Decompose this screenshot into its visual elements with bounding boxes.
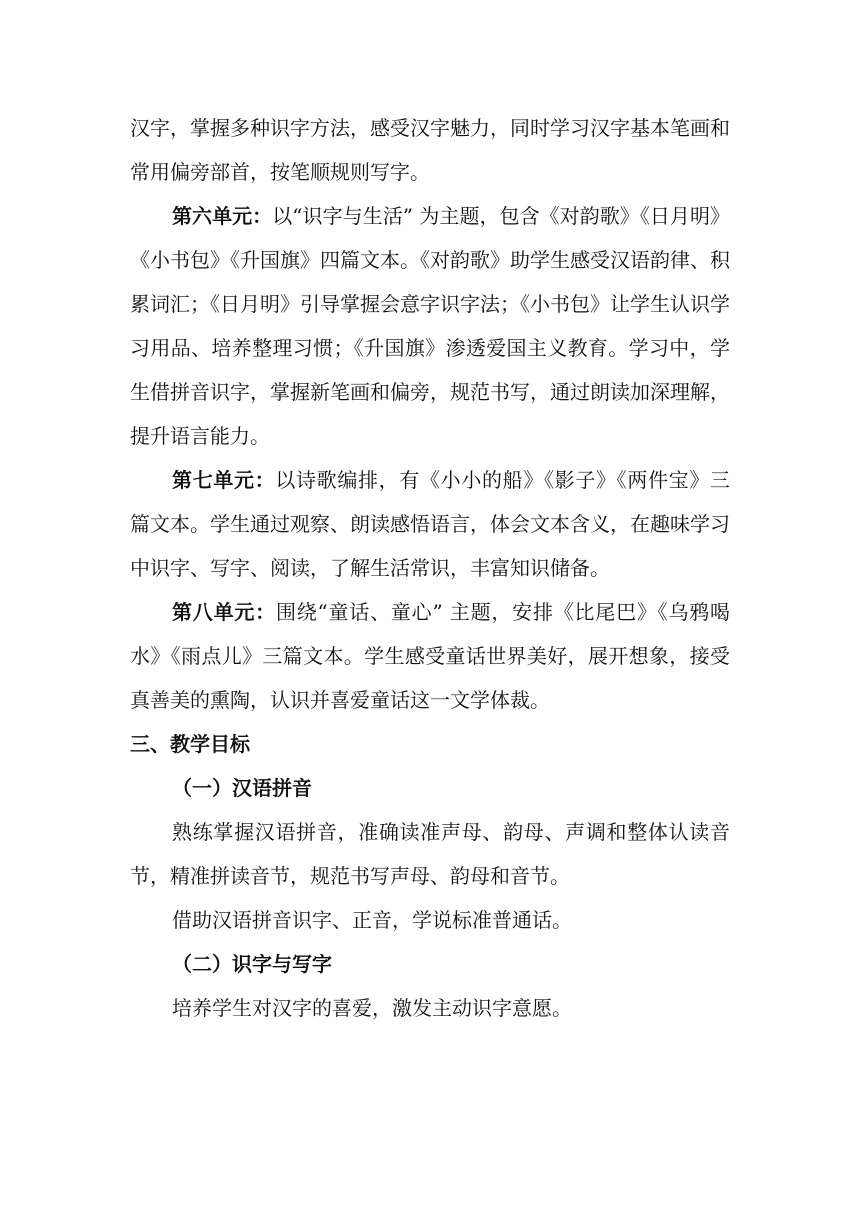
subsection2-heading: （二）识字与写字	[172, 952, 332, 976]
unit6-label: 第六单元：	[172, 204, 273, 228]
pinyin-paragraph-2	[130, 898, 730, 942]
unit7-paragraph	[130, 458, 730, 590]
pinyin-paragraph-1	[130, 810, 730, 898]
intro-continuation-paragraph	[130, 106, 730, 194]
unit7-text: 以诗歌编排，有《小小的船》《影子》《两件宝》三篇文本。学生通过观察、朗读感悟语言，体会文本含义，在趣味学习中识字、写字、阅读，了解生活常识，丰富知识储备。	[130, 468, 731, 580]
unit6-text: 以“识字与生活” 为主题，包含《对韵歌》《日月明》《小书包》《升国旗》四篇文本。《对韵歌》助学生感受汉语韵律、积累词汇；《日月明》引导掌握会意字识字法；《小书包》让学生认识学习用品、培养整理习惯；《升国旗》渗透爱国主义教育。学习中，学生借拼音识字，掌握新笔画和偏旁，规范书写，通过朗读加深理解，提升语言能力。	[130, 204, 731, 448]
subsection1-heading: （一）汉语拼音	[172, 776, 312, 800]
unit7-label: 第七单元：	[172, 468, 276, 492]
unit6-paragraph	[130, 194, 730, 458]
pinyin-paragraph-2-text: 借助汉语拼音识字、正音，学说标准普通话。	[172, 908, 572, 932]
pinyin-paragraph-1-text: 熟练掌握汉语拼音，准确读准声母、韵母、声调和整体认读音节，精准拼读音节，规范书写声母、韵母和音节。	[130, 820, 730, 888]
unit8-paragraph	[130, 590, 730, 722]
unit8-text: 围绕“童话、童心” 主题，安排《比尾巴》《乌鸦喝水》《雨点儿》三篇文本。学生感受童话世界美好，展开想象，接受真善美的熏陶，认识并喜爱童话这一文学体裁。	[130, 600, 731, 712]
literacy-paragraph-1	[130, 986, 730, 1030]
literacy-paragraph-1-text: 培养学生对汉字的喜爱，激发主动识字意愿。	[172, 996, 572, 1020]
intro-continuation-text: 汉字，掌握多种识字方法，感受汉字魅力，同时学习汉字基本笔画和常用偏旁部首，按笔顺规则写字。	[130, 116, 730, 184]
section3-heading: 三、教学目标	[130, 732, 250, 756]
unit8-label: 第八单元：	[172, 600, 276, 624]
